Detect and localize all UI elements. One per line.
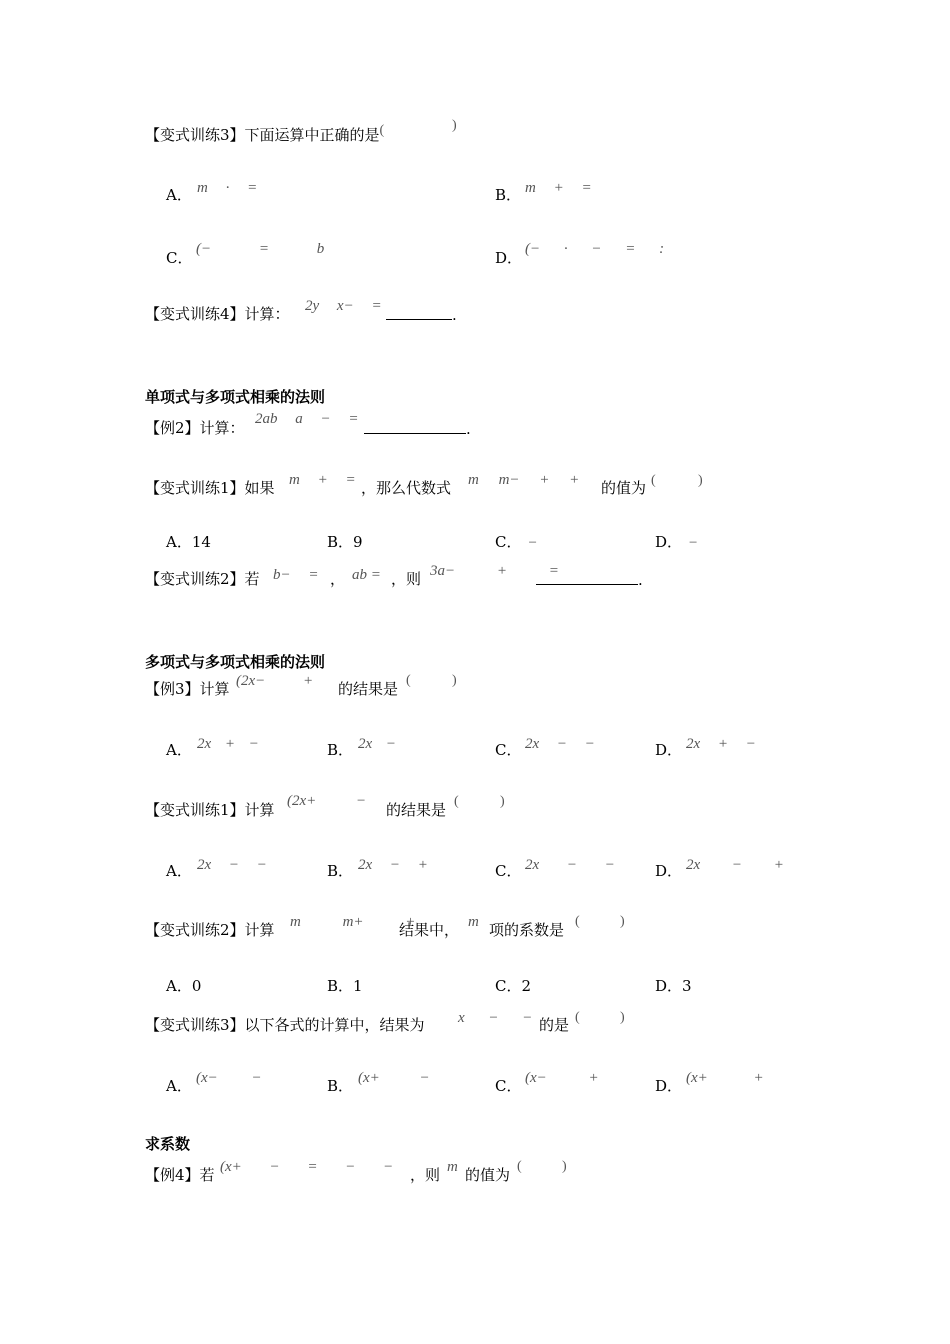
option-math: (− · − = : xyxy=(525,241,665,257)
stem-text: 【变式训练4】计算： xyxy=(145,305,290,323)
question-stem xyxy=(145,570,260,588)
paren-open: ( xyxy=(651,473,656,488)
period: . xyxy=(638,571,643,589)
question-math: x − − xyxy=(458,1010,533,1026)
answer-blank[interactable] xyxy=(386,305,457,324)
question-math: b− = xyxy=(273,567,319,583)
question-math: m xyxy=(468,914,479,930)
paren-close: ) xyxy=(452,118,457,133)
option-math: (x− + xyxy=(525,1070,599,1086)
paren-close: ) xyxy=(562,1159,567,1174)
option-label: D． xyxy=(655,533,683,551)
option-c xyxy=(495,1077,521,1095)
option-b xyxy=(327,862,353,880)
option-label: A． xyxy=(166,533,192,551)
question-math: (x+ − = − − xyxy=(220,1159,394,1175)
option-label: D． xyxy=(655,862,683,880)
option-b xyxy=(327,977,363,995)
option-value: 2 xyxy=(521,977,532,995)
paren-close: ) xyxy=(620,914,625,929)
question-stem xyxy=(145,1166,215,1184)
stem-text: ，那么代数式 xyxy=(361,479,452,497)
option-label: A． xyxy=(166,741,192,759)
paren-open: ( xyxy=(454,794,459,809)
stem-text: 的值为 xyxy=(465,1166,511,1184)
option-c xyxy=(495,533,538,552)
option-value: 14 xyxy=(191,533,211,551)
option-label: B． xyxy=(327,741,354,759)
option-math: (x+ − xyxy=(358,1070,430,1086)
stem-text: 项的系数是 xyxy=(489,921,565,939)
option-label: D． xyxy=(655,1077,683,1095)
option-c xyxy=(495,977,531,995)
option-c xyxy=(495,741,521,759)
option-label: B． xyxy=(327,977,354,995)
option-math: 2x − + xyxy=(358,857,428,873)
question-math: m m− + + xyxy=(468,472,580,488)
stem-text: 的结果是 xyxy=(386,801,447,819)
paren-open: ( xyxy=(517,1159,522,1174)
stem-text: 【例3】计算 xyxy=(145,680,230,698)
question-math: m m+ + xyxy=(290,914,416,930)
period: . xyxy=(466,420,471,438)
paren-close: ) xyxy=(500,794,505,809)
option-b xyxy=(327,533,363,551)
stem-text: 【变式训练2】若 xyxy=(145,570,260,588)
question-math: 2ab a − = xyxy=(255,411,359,427)
section-title: 单项式与多项式相乘的法则 xyxy=(145,388,326,406)
question-math: 3a− + = xyxy=(430,563,559,579)
option-label: C． xyxy=(495,1077,522,1095)
section-title: 求系数 xyxy=(145,1135,191,1153)
stem-text: ，则 xyxy=(391,570,422,588)
question-math: (2x+ − xyxy=(287,793,367,809)
option-d xyxy=(655,977,692,995)
option-b xyxy=(327,1077,353,1095)
option-label: A． xyxy=(166,186,192,204)
stem-text: 【变式训练1】如果 xyxy=(145,479,275,497)
option-b xyxy=(327,741,353,759)
stem-text: 【变式训练3】以下各式的计算中，结果为 xyxy=(145,1016,425,1034)
question-stem xyxy=(145,419,245,437)
option-math: 2x − − xyxy=(197,857,267,873)
option-d xyxy=(495,249,522,267)
stem-text: 的是 xyxy=(539,1016,570,1034)
stem-text: 【变式训练3】下面运算中正确的是 xyxy=(145,126,380,144)
question-stem xyxy=(145,801,275,819)
option-value: 3 xyxy=(682,977,692,995)
option-b xyxy=(495,186,521,204)
option-value: − xyxy=(688,535,699,551)
option-label: B． xyxy=(327,533,354,551)
option-value: 1 xyxy=(353,977,363,995)
stem-text: ，则 xyxy=(410,1166,441,1184)
question-math: ab = xyxy=(352,567,381,583)
option-label: B． xyxy=(495,186,522,204)
question-stem xyxy=(145,479,275,497)
answer-blank[interactable] xyxy=(536,570,643,589)
paren-open: ( xyxy=(575,914,580,929)
stem-text: 【变式训练1】计算 xyxy=(145,801,275,819)
question-stem xyxy=(145,122,384,144)
option-d xyxy=(655,741,682,759)
stem-text: 结果中， xyxy=(399,921,460,939)
question-stem xyxy=(145,1016,425,1034)
paren-open: ( xyxy=(379,123,385,138)
option-math: 2x − − xyxy=(525,736,595,752)
option-value: − xyxy=(527,535,538,551)
option-label: A． xyxy=(166,977,192,995)
section-title: 多项式与多项式相乘的法则 xyxy=(145,653,326,671)
question-math: 2y x− = xyxy=(305,298,382,314)
question-math: (2x− + xyxy=(236,673,314,689)
option-label: C． xyxy=(166,249,193,267)
paren-close: ) xyxy=(698,473,703,488)
option-math: 2x − − xyxy=(525,857,615,873)
question-math: m xyxy=(447,1159,458,1175)
option-label: B． xyxy=(327,862,354,880)
option-a xyxy=(166,862,192,880)
option-label: D． xyxy=(495,249,523,267)
paren-close: ) xyxy=(620,1010,625,1025)
option-label: C． xyxy=(495,741,522,759)
option-math: (− = b xyxy=(196,241,325,257)
option-a xyxy=(166,977,201,995)
option-label: C． xyxy=(495,977,522,995)
option-math: (x− − xyxy=(196,1070,262,1086)
option-math: m + = xyxy=(525,180,592,196)
question-stem xyxy=(145,680,230,698)
option-math: 2x − xyxy=(358,736,397,752)
option-a xyxy=(166,186,192,204)
stem-text: 【例4】若 xyxy=(145,1166,215,1184)
option-math: (x+ + xyxy=(686,1070,764,1086)
option-value: 0 xyxy=(191,977,202,995)
option-math: 2x + − xyxy=(686,736,756,752)
option-d xyxy=(655,533,698,552)
question-math: m + = xyxy=(289,472,356,488)
question-stem xyxy=(145,305,290,323)
period: . xyxy=(452,306,457,324)
option-math: 2x + − xyxy=(197,736,259,752)
stem-text: ， xyxy=(330,570,346,588)
question-stem xyxy=(145,921,275,939)
option-label: C． xyxy=(495,533,522,551)
option-label: C． xyxy=(495,862,522,880)
option-a xyxy=(166,741,192,759)
option-c xyxy=(495,862,521,880)
stem-text: 的值为 xyxy=(601,479,647,497)
option-d xyxy=(655,1077,682,1095)
option-label: A． xyxy=(166,1077,192,1095)
paren-open: ( xyxy=(406,673,411,688)
option-d xyxy=(655,862,682,880)
stem-text: 【例2】计算： xyxy=(145,419,245,437)
option-a xyxy=(166,533,211,551)
option-label: A． xyxy=(166,862,192,880)
option-value: 9 xyxy=(353,533,363,551)
option-label: D． xyxy=(655,741,683,759)
option-c xyxy=(166,249,192,267)
option-math: m · = xyxy=(197,180,258,196)
stem-text: 的结果是 xyxy=(338,680,399,698)
paren-close: ) xyxy=(452,673,457,688)
option-a xyxy=(166,1077,192,1095)
answer-blank[interactable] xyxy=(364,419,471,438)
stem-text: 【变式训练2】计算 xyxy=(145,921,275,939)
paren-open: ( xyxy=(575,1010,580,1025)
option-label: D． xyxy=(655,977,683,995)
option-label: B． xyxy=(327,1077,354,1095)
option-math: 2x − + xyxy=(686,857,784,873)
